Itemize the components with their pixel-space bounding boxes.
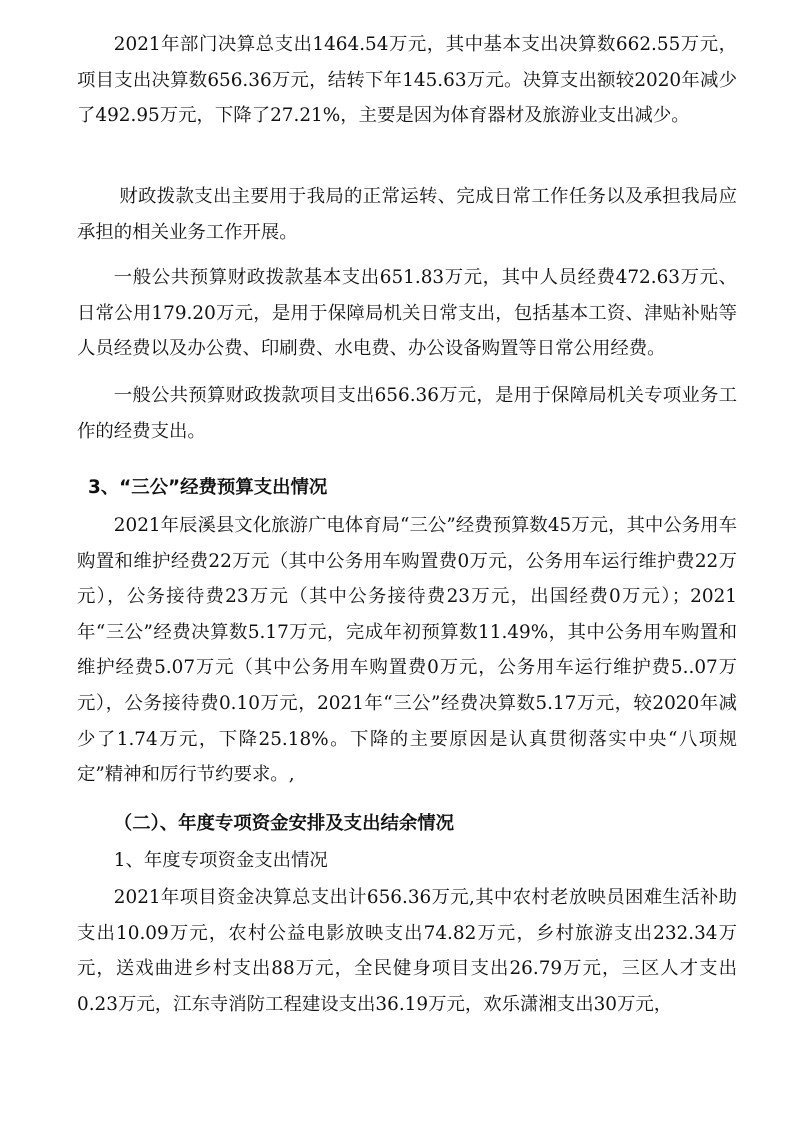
paragraph-fiscal-purpose: 财政拨款支出主要用于我局的正常运转、完成日常工作任务以及承担我局应承担的相关业务工作开展。 <box>77 186 737 243</box>
paragraph-budget-total: 2021年部门决算总支出1464.54万元，其中基本支出决算数662.55万元，项目支出决算数656.36万元，结转下年145.63万元。决算支出额较2020年减少了492.95万元，下降了27.21%，主要是因为体育器材及旅游业支出减少。 <box>77 34 737 127</box>
paragraph-three-public-details: 2021年辰溪县文化旅游广电体育局“三公”经费预算数45万元，其中公务用车购置和维护经费22万元（其中公务用车购置费0万元，公务用车运行维护费22万元），公务接待费23万元（其中公务接待费23万元，出国经费0万元）；2021年“三公”经费决算数5.17万元，完成年初预算数11.49%，其中公务用车购置和维护经费5.07万元（其中公务用车购置费0万元，公务用车运行维护费5..07万元），公务接待费0.10万元，2021年“三公”经费决算数5.17万元，较2020年减少了1.74万元，下降25.18%。下降的主要原因是认真贯彻落实中央“八项规定”精神和厉行节约要求。, <box>77 515 737 786</box>
paragraph-project-funds-details: 2021年项目资金决算总支出计656.36万元,其中农村老放映员困难生活补助支出10.09万元，农村公益电影放映支出74.82万元，乡村旅游支出232.34万元，送戏曲进乡村支出88万元，全民健身项目支出26.79万元，三区人才支出0.23万元，江东寺消防工程建设支出36.19万元，欢乐潇湘支出30万元， <box>77 887 737 1015</box>
subheading-special-funds-expenditure: 1、年度专项资金支出情况 <box>113 850 328 871</box>
section-heading-special-funds: （二）、年度专项资金安排及支出结余情况 <box>113 813 455 834</box>
paragraph-basic-expenditure: 一般公共预算财政拨款基本支出651.83万元，其中人员经费472.63万元、日常公用179.20万元，是用于保障局机关日常支出，包括基本工资、津贴补贴等人员经费以及办公费、印刷费、水电费、办公设备购置等日常公用经费。 <box>77 267 737 360</box>
paragraph-project-expenditure: 一般公共预算财政拨款项目支出656.36万元，是用于保障局机关专项业务工作的经费支出。 <box>77 385 737 442</box>
section-heading-three-public: 3、“三公”经费预算支出情况 <box>88 477 328 498</box>
